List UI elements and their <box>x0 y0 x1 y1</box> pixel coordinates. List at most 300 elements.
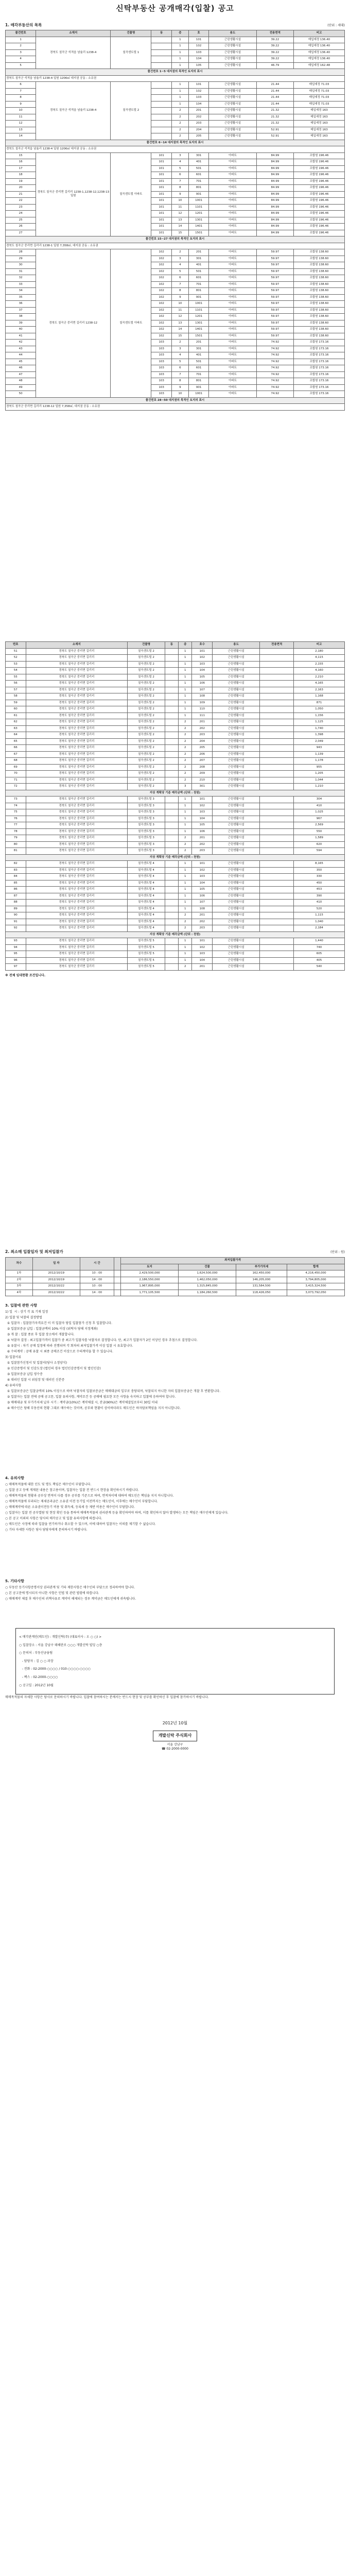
table-cell: 조합원 173.16 <box>294 346 345 352</box>
table-cell: 46 <box>6 365 36 372</box>
table-cell: 칠곡센트럴 2 <box>128 784 165 790</box>
table-cell: 11 <box>171 307 188 314</box>
table-cell: 아파트 <box>209 294 256 301</box>
table-cell <box>260 816 294 822</box>
table-cell: 202 <box>192 725 213 732</box>
table-cell: 칠곡센트럴 2 <box>128 758 165 765</box>
table-cell: 경북도 칠곡군 중리면 길리리 <box>26 725 128 732</box>
table-cell: 39.22 <box>256 56 293 63</box>
table-row <box>6 655 345 662</box>
table-cell: 104 <box>188 56 209 63</box>
table-cell: 301 <box>188 152 209 159</box>
table-row <box>6 758 345 765</box>
table-cell: 근린생활시설 <box>212 706 259 713</box>
land-total-row <box>6 140 345 146</box>
table-cell: 2 <box>171 127 188 133</box>
table-cell: 62 <box>6 719 26 726</box>
table-cell: 아파트 <box>209 314 256 320</box>
table-cell <box>260 809 294 816</box>
table-cell: 33 <box>6 281 36 288</box>
bid-cell: 1,315,845,000 <box>179 1283 236 1290</box>
table-cell <box>165 687 178 693</box>
table-cell: 205 <box>192 745 213 752</box>
company-address: 서울 강남구 <box>167 1742 183 1747</box>
table-cell: 조합원 196.46 <box>294 224 345 230</box>
table-cell: 칠곡센트럴 2 <box>128 771 165 777</box>
table-cell: 53 <box>6 661 26 668</box>
table-row <box>6 893 345 900</box>
table-cell: 경북도 칠곡군 중리면 길리리 <box>26 745 128 752</box>
table-cell: 6 <box>171 365 188 372</box>
table-row <box>6 912 345 919</box>
table-row <box>6 880 345 887</box>
table-cell <box>260 957 294 964</box>
table-row <box>6 693 345 700</box>
table-cell: 2,569 <box>294 822 345 829</box>
table-cell <box>165 751 178 758</box>
table-cell: 10 <box>171 391 188 398</box>
table-cell: 4 <box>171 159 188 166</box>
land-desc-row <box>6 404 345 411</box>
table-cell: 501 <box>188 268 209 275</box>
table-cell: 근린생활시설 <box>212 906 259 912</box>
table-cell: 근린생활시설 <box>209 121 256 127</box>
section4-line: ○ 입찰 공고 등에 게재된 내용은 참고용이며, 입찰자는 입찰 전 반드시 현장을 확인하시기 바랍니다. <box>5 1488 139 1492</box>
table-cell: 76 <box>6 816 26 822</box>
table-cell: 1501 <box>188 230 209 236</box>
table-cell: 50 <box>6 391 36 398</box>
table-cell: 101 <box>151 172 172 179</box>
footer <box>0 1721 350 1751</box>
table-cell: 조합원 138.60 <box>294 327 345 333</box>
table-cell: 조합원 138.60 <box>294 314 345 320</box>
table-cell: 203 <box>192 732 213 739</box>
table-cell: 106 <box>192 893 213 900</box>
bid-cell: 2012/10/22 <box>32 1290 80 1296</box>
table-cell: 아파트 <box>209 165 256 172</box>
table-cell: 103 <box>192 874 213 880</box>
table-cell: 19 <box>6 178 36 185</box>
table-cell: 550 <box>294 828 345 835</box>
table-row <box>6 861 345 868</box>
table-cell: 칠곡센트럴 4 <box>128 912 165 919</box>
table-cell: 4,115 <box>294 655 345 662</box>
table-cell: 102 <box>151 327 172 333</box>
table-cell: 59.97 <box>256 275 293 282</box>
table-cell: 620 <box>294 841 345 848</box>
table-cell: 조합원 138.60 <box>294 256 345 262</box>
table-cell: 102 <box>192 944 213 951</box>
table-cell: 7 <box>171 281 188 288</box>
table-cell: 아파트 <box>209 172 256 179</box>
t1-col-6: 용도 <box>209 30 256 37</box>
table-cell: 74 <box>6 803 26 809</box>
table-cell: 71 <box>6 777 26 784</box>
table-cell: 801 <box>188 378 209 385</box>
table-cell <box>165 880 178 887</box>
table-cell: 2 <box>179 912 192 919</box>
table-cell: 칠곡센트럴 2 <box>128 700 165 706</box>
table-cell: 1 <box>179 661 192 668</box>
table-cell: 101 <box>151 230 172 236</box>
table-cell <box>151 37 172 43</box>
subtotal-row <box>6 931 345 938</box>
section3-line: 1) 일 시 : 상기 각 표 기재 일정 <box>5 1310 48 1314</box>
table-cell: 2 <box>179 738 192 745</box>
table-cell: 조합원 196.46 <box>294 204 345 211</box>
table-cell: 경북도 칠곡군 중리면 길리리 <box>26 655 128 662</box>
table-cell: 21.44 <box>256 101 293 108</box>
table-cell: 1,040 <box>294 919 345 925</box>
table-cell: 13 <box>171 320 188 327</box>
table-cell: 104 <box>192 816 213 822</box>
bid-cell: 3,073,792,050 <box>287 1290 344 1296</box>
t2-col-5: 호수 <box>192 642 213 649</box>
table-cell: 2 <box>179 771 192 777</box>
table-cell <box>165 893 178 900</box>
land-total-row <box>6 69 345 76</box>
table-cell: 1 <box>171 62 188 69</box>
table-cell <box>165 900 178 906</box>
table-cell: 203 <box>188 121 209 127</box>
table-cell: 1,044 <box>294 777 345 784</box>
table-cell <box>165 906 178 912</box>
table-cell: 102 <box>192 867 213 874</box>
land-total-cell: 물건번호 28~50 대지권의 목적인 토지의 표시 <box>6 397 345 404</box>
table-cell: 근린생활시설 <box>212 803 259 809</box>
bid-cell: 2,186,550,000 <box>121 1277 179 1283</box>
table-cell: 경북도 칠곡군 중리면 길리리 <box>26 951 128 958</box>
table-cell: 59.97 <box>256 288 293 295</box>
table-row <box>6 874 345 880</box>
contact-line: - 담당자 : 김 ○ ○ 과장 <box>19 1659 54 1663</box>
table-cell: 605 <box>294 951 345 958</box>
table-cell: 매입예정 163 <box>294 133 345 140</box>
table-cell <box>165 693 178 700</box>
bid-cell: 2012/10/19 <box>32 1277 80 1283</box>
table-cell: 6 <box>6 82 36 89</box>
table-row <box>6 745 345 752</box>
table-cell: 경북도 칠곡군 중리면 길리리 <box>26 848 128 855</box>
section4-line: ○ 본 공고 이외의 사항은 당사의 매각공고 및 입찰 유의사항에 따릅니다. <box>5 1516 102 1520</box>
section5-line: ○ 매매계약 체결 후 매수인의 귀책사유로 계약이 해제되는 경우 계약금은 매도인에게 귀속됩니다. <box>5 1597 136 1601</box>
bid-row <box>6 1277 345 1283</box>
table-cell <box>165 777 178 784</box>
table-cell: 칠곡센트럴 3 <box>128 828 165 835</box>
table-cell: 조합원 196.46 <box>294 198 345 205</box>
col-date: 일 자 <box>32 1258 80 1270</box>
table-cell: 근린생활시설 <box>212 867 259 874</box>
table-cell: 103 <box>151 365 172 372</box>
bid-cell: 1,967,895,000 <box>121 1283 179 1290</box>
table-cell: 21.32 <box>256 121 293 127</box>
table-cell: 1 <box>179 957 192 964</box>
table-cell: 조합원 138.60 <box>294 275 345 282</box>
table-cell: 84.99 <box>256 185 293 192</box>
section3-line: ③ 개 찰 : 입찰 종료 후 입찰 장소에서 개찰합니다. <box>5 1332 75 1336</box>
section2-heading: 2. 최소매 입찰일자 및 최저입찰가 <box>5 1249 63 1254</box>
table-cell: 401 <box>188 262 209 269</box>
table-cell: 경북도 칠곡군 중리면 길리리 <box>26 867 128 874</box>
table-cell: 근린생활시설 <box>212 828 259 835</box>
table-cell: 84.99 <box>256 159 293 166</box>
table-cell: 14 <box>171 327 188 333</box>
table-cell: 601 <box>188 172 209 179</box>
section4-line: ○ 매매목적물의 현황과 공부상 면적이 다를 경우 공부를 기준으로 하며, 면적차이에 대하여 매도인은 책임을 지지 아니합니다. <box>5 1494 174 1498</box>
section4-line: ○ 매매계약에 따른 소유권이전등기 비용 및 취득세, 등록세 등 제반 비용은 매수인이 부담합니다. <box>5 1505 135 1509</box>
table-cell: 84.99 <box>256 191 293 198</box>
table-cell: 203 <box>192 848 213 855</box>
table-cell: 근린생활시설 <box>209 49 256 56</box>
table-cell: 967 <box>294 816 345 822</box>
table-cell: 칠곡센트럴 2 <box>128 725 165 732</box>
table-cell: 1101 <box>188 204 209 211</box>
table-cell: 701 <box>188 178 209 185</box>
table-cell: 111 <box>192 713 213 719</box>
table-cell: 59.97 <box>256 327 293 333</box>
table-cell <box>260 867 294 874</box>
table-cell: 경북도 칠곡군 중리면 길리리 <box>26 900 128 906</box>
table-cell: 경북도 칠곡군 중리면 길리리 <box>26 687 128 693</box>
table-cell: 칠곡센트럴 4 <box>128 887 165 893</box>
table-cell: 1 <box>171 82 188 89</box>
table-cell: 1,050 <box>294 706 345 713</box>
section2-unit: (단위 : 원) <box>330 1250 345 1254</box>
table-cell: 2 <box>171 114 188 121</box>
table-cell: 1 <box>171 101 188 108</box>
table-cell <box>165 725 178 732</box>
table-cell: 1 <box>179 655 192 662</box>
table-cell <box>260 841 294 848</box>
table-cell: 102 <box>151 320 172 327</box>
table-cell: 1201 <box>188 314 209 320</box>
table-cell <box>260 944 294 951</box>
table-cell: 201 <box>192 912 213 919</box>
table-cell: 13 <box>6 127 36 133</box>
table-cell: 84.99 <box>256 204 293 211</box>
table-cell: 103 <box>188 49 209 56</box>
table-cell: 101 <box>151 165 172 172</box>
table-cell: 22 <box>6 198 36 205</box>
table-cell: 아파트 <box>209 346 256 352</box>
table-cell: 1 <box>179 706 192 713</box>
table-cell: 21.44 <box>256 95 293 101</box>
table-cell <box>165 887 178 893</box>
table-cell: 4 <box>6 56 36 63</box>
table-cell <box>165 848 178 855</box>
table-cell: 경북도 칠곡군 중리면 길리리 <box>26 738 128 745</box>
table-cell <box>165 822 178 829</box>
table-cell: 38 <box>6 314 36 320</box>
table-cell <box>260 713 294 719</box>
table-cell: 매입예정 163 <box>294 127 345 133</box>
table-cell: 52 <box>6 655 26 662</box>
table-cell: 301 <box>188 256 209 262</box>
table-cell: 칠곡센트럴 3 <box>128 816 165 822</box>
table-cell: 39.22 <box>256 43 293 50</box>
table-cell: 84 <box>6 874 26 880</box>
table-cell: 근린생활시설 <box>209 133 256 140</box>
table-row <box>6 706 345 713</box>
table-cell: 2 <box>179 764 192 771</box>
table-cell: 아파트 <box>209 178 256 185</box>
table-cell: 경북도 칠곡군 석적읍 남율리 1238-4 <box>36 37 111 69</box>
table-cell: 칠곡센트럴 2 <box>128 661 165 668</box>
table-cell: 201 <box>192 835 213 842</box>
table-cell: 근린생활시설 <box>212 719 259 726</box>
table-cell: 201 <box>192 719 213 726</box>
table-cell: 88 <box>6 900 26 906</box>
table-cell: 근린생활시설 <box>212 725 259 732</box>
table-cell: 202 <box>188 114 209 121</box>
table-cell <box>260 706 294 713</box>
table-cell: 근린생활시설 <box>209 108 256 114</box>
table-cell: 83 <box>6 867 26 874</box>
table-cell: 6 <box>171 172 188 179</box>
table-cell: 63 <box>6 725 26 732</box>
table-cell: 1 <box>179 700 192 706</box>
bid-price-table <box>5 1257 345 1296</box>
table-cell: 801 <box>188 288 209 295</box>
land-desc-cell: 경북도 칠곡군 중리면 길리리 1238-12 일원 7,358㎡, 대지권 공동 : 소유권 <box>6 404 345 411</box>
section3-line: ② 입찰보증금 납입 : 입찰금액의 10% 이상 (위탁자 당해 지정계좌) <box>5 1327 98 1331</box>
table-cell: 102 <box>192 655 213 662</box>
table-cell: 101 <box>188 82 209 89</box>
table-cell: 칠곡센트럴 아파트 <box>111 152 151 236</box>
table-cell <box>165 713 178 719</box>
table-cell <box>165 803 178 809</box>
table-cell: 아파트 <box>209 268 256 275</box>
table-cell: 경북도 칠곡군 중리면 길리리 <box>26 957 128 964</box>
table-cell: 601 <box>188 275 209 282</box>
table-cell: 조합원 196.46 <box>294 191 345 198</box>
table-cell <box>165 758 178 765</box>
table-cell: 97 <box>6 964 26 971</box>
table-cell: 105 <box>192 674 213 681</box>
table-cell: 1 <box>179 687 192 693</box>
t2-col-6: 용도 <box>212 642 259 649</box>
table-cell: 101 <box>151 185 172 192</box>
table-cell: 84.99 <box>256 217 293 224</box>
table-cell: 1 <box>179 906 192 912</box>
table-cell: 조합원 173.16 <box>294 365 345 372</box>
table-cell: 101 <box>151 211 172 217</box>
table-cell: 2 <box>179 732 192 739</box>
table-cell: 10 <box>171 198 188 205</box>
table-row <box>6 674 345 681</box>
table-cell: 조합원 173.16 <box>294 352 345 359</box>
table-cell <box>260 777 294 784</box>
table-row <box>6 957 345 964</box>
table-cell: 103 <box>188 95 209 101</box>
table-cell <box>260 668 294 674</box>
table-cell: 2 <box>171 133 188 140</box>
table-cell: 매입예정 71.03 <box>294 88 345 95</box>
bid-cell: 3,415,324,500 <box>287 1283 344 1290</box>
table-cell: 칠곡센트럴 5 <box>128 964 165 971</box>
table-cell: 84.99 <box>256 165 293 172</box>
table-cell: 8 <box>171 378 188 385</box>
table-cell <box>260 848 294 855</box>
table-cell: 1,115 <box>294 912 345 919</box>
table-row <box>6 816 345 822</box>
table-cell <box>260 803 294 809</box>
t2-col-2: 건물명 <box>128 642 165 649</box>
table-cell: 9 <box>171 384 188 391</box>
table-cell: 103 <box>151 371 172 378</box>
table-cell: 근린생활시설 <box>212 777 259 784</box>
table-cell: 경북도 칠곡군 중리면 길리리 <box>26 758 128 765</box>
table-cell: 2 <box>6 43 36 50</box>
table-cell: 74.92 <box>256 359 293 365</box>
table-cell: 아파트 <box>209 391 256 398</box>
closing-note <box>5 1695 345 1701</box>
table-cell: 1 <box>179 674 192 681</box>
table-cell <box>165 841 178 848</box>
table-cell: 아파트 <box>209 217 256 224</box>
table-cell: 23 <box>6 204 36 211</box>
table-cell: 근린생활시설 <box>212 835 259 842</box>
table-cell: 70 <box>6 771 26 777</box>
table-cell: 8 <box>171 288 188 295</box>
table-cell: 1,210 <box>294 784 345 790</box>
table-cell <box>165 816 178 822</box>
section3-line: ④ 대리인 입찰 시 위임장 및 대리인 신분증 <box>5 1378 65 1382</box>
table-cell <box>151 127 172 133</box>
table-cell: 390 <box>294 893 345 900</box>
table-cell: 59.97 <box>256 281 293 288</box>
table-cell: 453 <box>294 887 345 893</box>
table-cell: 4,165 <box>294 681 345 687</box>
table-cell: 17 <box>6 165 36 172</box>
table-cell: 경북도 칠곡군 중리면 길리리 <box>26 777 128 784</box>
land-desc-row <box>6 146 345 153</box>
table-cell: 16 <box>6 159 36 166</box>
table-cell: 경북도 칠곡군 중리면 길리리 <box>26 938 128 945</box>
table-cell: 1 <box>179 880 192 887</box>
table-cell: 3 <box>171 346 188 352</box>
t1-col-7: 전용면적 <box>256 30 293 37</box>
table-cell: 칠곡센트럴 3 <box>128 796 165 803</box>
table-cell <box>260 661 294 668</box>
bid-cell: 2차 <box>6 1277 33 1283</box>
table-cell: 35 <box>6 294 36 301</box>
table-cell: 1 <box>179 874 192 880</box>
table-cell: 칠곡센트럴 3 <box>128 841 165 848</box>
t2-col-1: 소재지 <box>26 642 128 649</box>
table2-footnote: ※ 전체 임대현황 조건입니다. <box>5 973 46 977</box>
table-cell: 경북도 칠곡군 중리면 길리리 <box>26 668 128 674</box>
table-cell: 501 <box>188 359 209 365</box>
table-row <box>6 249 345 256</box>
table-cell: 41 <box>6 333 36 340</box>
table-cell: 경북도 칠곡군 중리면 길리리 <box>26 919 128 925</box>
bid-cell: 131,584,500 <box>236 1283 287 1290</box>
table-cell: 701 <box>188 371 209 378</box>
table-cell: 301 <box>188 346 209 352</box>
bid-cell <box>114 1290 120 1296</box>
table-cell: 매입예정 136.40 <box>294 49 345 56</box>
table-cell: 59.97 <box>256 294 293 301</box>
table-cell: 조합원 138.60 <box>294 268 345 275</box>
table-cell: 101 <box>151 204 172 211</box>
table-cell: 801 <box>188 185 209 192</box>
t2-col-4: 층 <box>179 642 192 649</box>
table-cell: 18 <box>6 172 36 179</box>
table-cell: 101 <box>151 198 172 205</box>
table-cell: 8 <box>171 185 188 192</box>
table-cell: 14 <box>171 224 188 230</box>
